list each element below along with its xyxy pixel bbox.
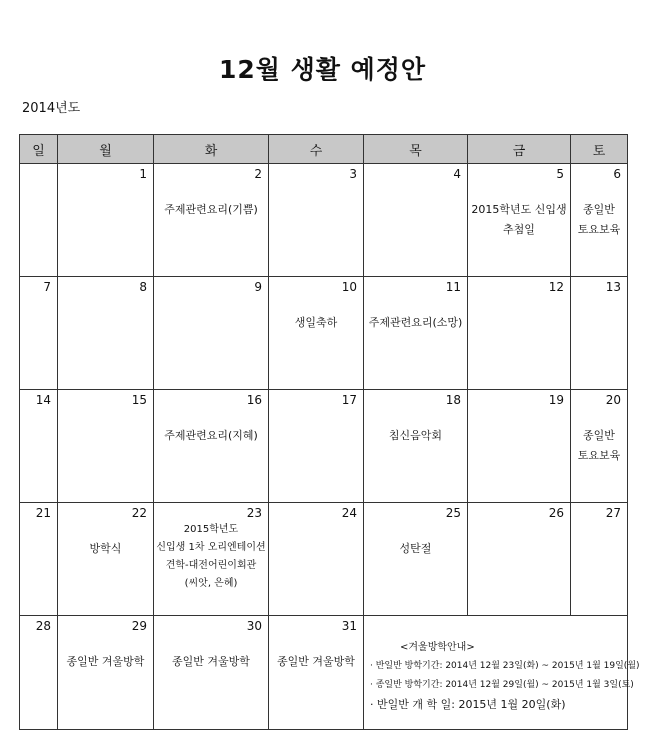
weekday-tue: 화 [154,135,269,164]
day-cell [269,277,364,390]
day-cell [269,503,364,616]
event-text: 침신음악회 [388,429,443,442]
day-number: 29 [131,619,147,633]
week-row-3 [20,390,628,503]
day-number: 23 [246,506,262,520]
day-cell [154,164,269,277]
day-cell [154,616,269,730]
day-number: 10 [341,280,357,294]
weekday-sat: 토 [571,135,628,164]
day-cell [58,503,154,616]
day-cell [58,164,154,277]
notice-line: · 반일반 개 학 일: 2015년 1월 20일(화) [370,698,566,711]
day-cell [364,503,468,616]
day-number: 12 [548,280,564,294]
day-number: 3 [349,167,357,181]
event-text: 주제관련요리(지혜) [164,429,258,442]
day-number: 26 [548,506,564,520]
day-number: 18 [445,393,461,407]
day-cell [269,616,364,730]
day-cell [20,616,58,730]
day-number: 9 [254,280,262,294]
day-cell [468,277,571,390]
day-number: 7 [43,280,51,294]
day-number: 25 [445,506,461,520]
day-cell [154,277,269,390]
day-cell [58,390,154,503]
event-text: 종일반 겨울방학 [277,655,355,668]
weekday-header-row [20,135,628,164]
day-cell [571,503,628,616]
event-text: 생일축하 [294,316,338,329]
day-number: 22 [131,506,147,520]
day-number: 24 [341,506,357,520]
day-number: 15 [131,393,147,407]
event-text: 종일반 겨울방학 [172,655,250,668]
event-text: 2015학년도 신입생 추첨일 [471,203,567,236]
day-number: 28 [35,619,51,633]
event-text: 주제관련요리(기쁨) [164,203,258,216]
day-cell [468,390,571,503]
event-text: 성탄절 [399,542,432,555]
notice-line: · 반일반 방학기간: 2014년 12월 23일(화) ~ 2015년 1월 19일(월) [370,661,640,671]
day-number: 4 [453,167,461,181]
day-cell [269,164,364,277]
day-cell [571,164,628,277]
day-cell [571,277,628,390]
weekday-sun: 일 [20,135,58,164]
day-number: 27 [605,506,621,520]
day-number: 2 [254,167,262,181]
day-cell [364,277,468,390]
day-cell [571,390,628,503]
day-number: 14 [35,393,51,407]
day-cell [154,390,269,503]
day-number: 16 [246,393,262,407]
day-cell-empty [20,164,58,277]
page-title: 12월 생활 예정안 [218,55,427,84]
week-row-5 [20,616,628,730]
day-number: 20 [605,393,621,407]
day-cell [58,277,154,390]
day-cell [20,503,58,616]
event-text: 2015학년도 신입생 1차 오리엔테이션 견학-대전어린이회관 (씨앗, 은혜) [156,524,266,589]
day-number: 31 [341,619,357,633]
day-number: 1 [139,167,147,181]
calendar-table [19,134,640,730]
winter-break-notice-cell [364,616,640,730]
event-text: 종일반 토요보육 [577,203,621,236]
week-row-4 [20,503,628,616]
weekday-mon: 월 [58,135,154,164]
weekday-thu: 목 [364,135,468,164]
day-cell [154,503,269,616]
day-cell [468,503,571,616]
day-number: 8 [139,280,147,294]
day-number: 17 [341,393,357,407]
event-text: 주제관련요리(소망) [368,316,463,329]
day-cell [468,164,571,277]
day-number: 21 [35,506,51,520]
day-number: 11 [445,280,461,294]
day-number: 5 [556,167,564,181]
week-row-1 [20,164,628,277]
year-label: 2014년도 [22,101,81,116]
event-text: 종일반 겨울방학 [66,655,145,668]
notice-heading: <겨울방학안내> [400,642,475,653]
event-text: 종일반 토요보육 [577,429,621,462]
day-number: 6 [613,167,621,181]
day-cell [20,390,58,503]
week-row-2 [20,277,628,390]
winter-break-notice [370,638,640,714]
event-text: 방학식 [89,542,122,555]
weekday-fri: 금 [468,135,571,164]
day-cell [269,390,364,503]
notice-line: · 종일반 방학기간: 2014년 12월 29일(월) ~ 2015년 1월 3일(토) [370,680,634,690]
day-cell [364,164,468,277]
day-number: 30 [246,619,262,633]
day-cell [20,277,58,390]
day-number: 13 [605,280,621,294]
day-cell [364,390,468,503]
weekday-wed: 수 [269,135,364,164]
day-cell [58,616,154,730]
day-number: 19 [548,393,564,407]
